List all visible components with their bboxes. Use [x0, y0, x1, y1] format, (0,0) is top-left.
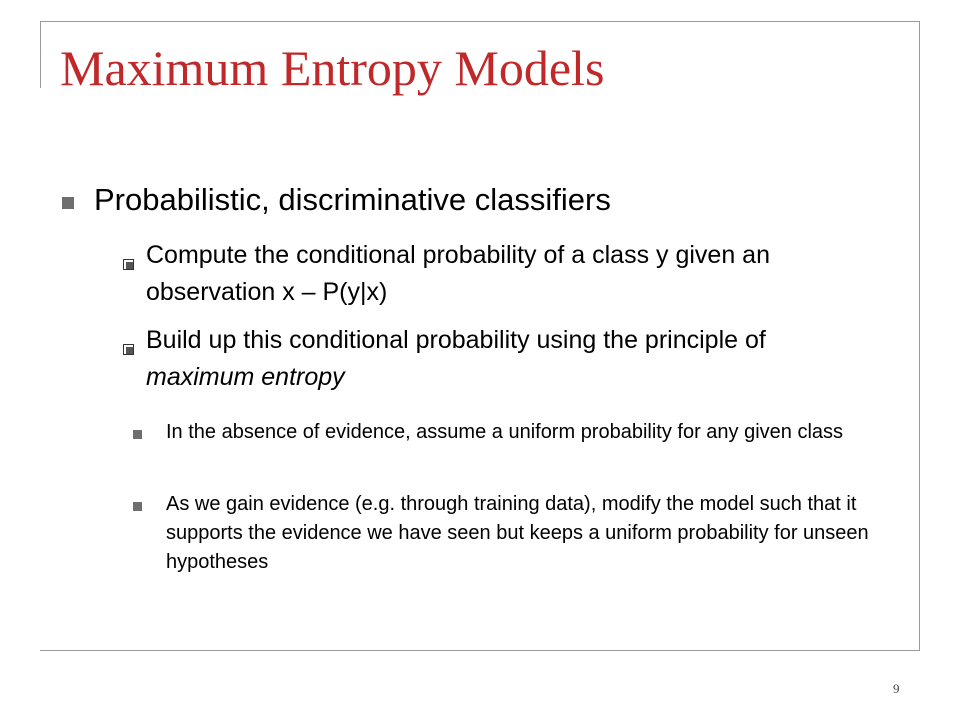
sub-bullet-2-prefix: Build up this conditional probability using the principle of [146, 326, 766, 354]
hollow-square-bullet-icon [123, 344, 134, 355]
right-border-line [919, 21, 920, 651]
square-bullet-icon [62, 197, 74, 209]
small-square-bullet-icon [133, 430, 142, 439]
top-border-line [40, 21, 920, 22]
sub-sub-bullet-1-text: In the absence of evidence, assume a uniform probability for any given class [166, 421, 844, 443]
page-number: 9 [893, 681, 900, 696]
bullet-level1-text: Probabilistic, discriminative classifiers [94, 182, 611, 217]
sub-bullet-1-text: Compute the conditional probability of a class y given an observation x – P(y|x) [146, 241, 770, 306]
slide-title: Maximum Entropy Models [60, 40, 605, 96]
sub-bullet-2-text [146, 322, 876, 396]
left-border-line [40, 21, 41, 88]
bottom-border-line [40, 650, 920, 651]
small-square-bullet-icon [133, 502, 142, 511]
hollow-square-bullet-icon [123, 259, 134, 270]
maximum-entropy-emphasis: maximum entropy [146, 363, 345, 391]
sub-sub-bullet-2-text: As we gain evidence (e.g. through training data), modify the model such that it supports the evidence we have seen but keeps a uniform probability for unseen hypotheses [166, 493, 869, 573]
